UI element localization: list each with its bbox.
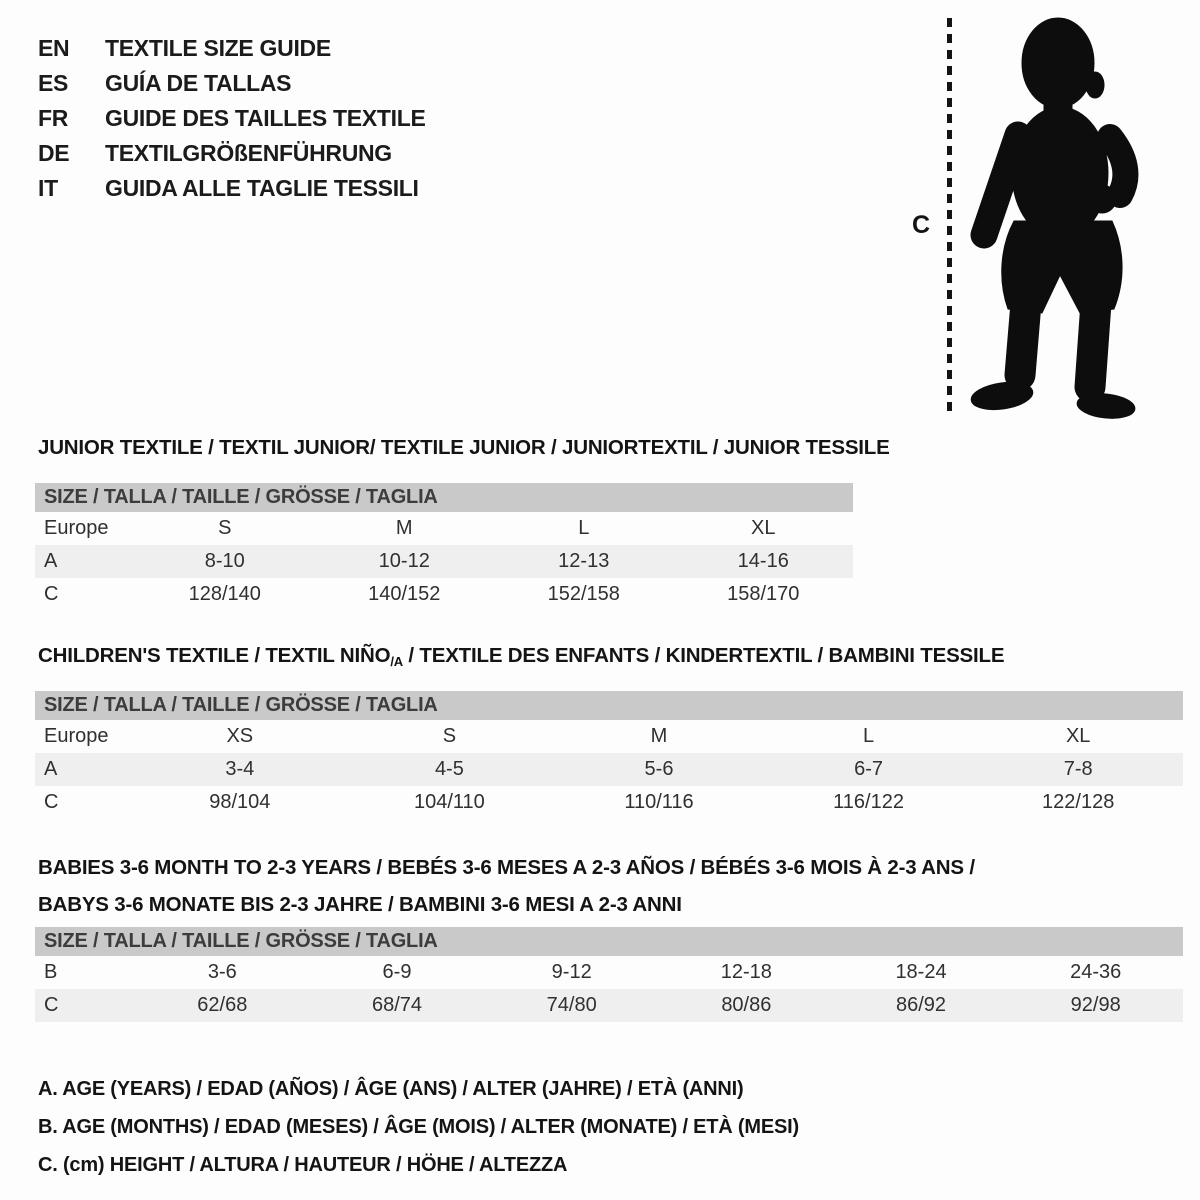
table-body [35,956,1183,1022]
lang-row-de [38,136,426,171]
table-header-band: SIZE / TALLA / TAILLE / GRÖSSE / TAGLIA [35,483,853,512]
toddler-silhouette-icon [962,15,1144,420]
guide-title-de: TEXTILGRÖßENFÜHRUNG [105,140,392,166]
height-value-cell: 158/170 [727,583,800,605]
section-title-children-before: CHILDREN'S TEXTILE / TEXTIL NIÑO [38,644,391,667]
size-table-children [35,691,1183,819]
lang-row-es [38,66,426,101]
height-value-cell: 122/128 [1042,791,1115,813]
row-label-cell: A [44,758,58,780]
lang-code: FR [38,105,69,131]
row-label-cell: C [44,583,59,605]
height-value-cell: 86/92 [895,994,947,1016]
age-value-cell: 6-7 [854,758,884,780]
height-value-cell: 98/104 [209,791,271,813]
table-header-band: SIZE / TALLA / TAILLE / GRÖSSE / TAGLIA [35,927,1183,956]
height-measure-line [947,18,952,417]
size-value-cell: M [395,517,413,539]
table-row-europe [35,720,1183,753]
age-value-cell: 3-4 [225,758,255,780]
size-value-cell: XL [1065,725,1091,747]
table-body [35,720,1183,819]
size-value-cell: S [442,725,457,747]
age-value-cell: 10-12 [378,550,430,572]
height-value-cell: 68/74 [371,994,423,1016]
age-value-cell: 12-18 [720,961,772,983]
size-table-junior [35,483,853,611]
height-value-cell: 110/116 [624,791,694,813]
row-label-cell: A [44,550,58,572]
lang-row-en [38,31,426,66]
height-value-cell: 80/86 [721,994,772,1016]
table-row-height-cm [35,989,1183,1022]
section-title-babies [38,849,975,923]
section-title-children-sub: /A [390,654,403,669]
lang-code: IT [38,175,58,201]
height-value-cell: 152/158 [547,583,620,605]
age-value-cell: 18-24 [895,961,947,983]
row-label-cell: B [44,961,58,983]
size-value-cell: L [578,517,590,539]
height-value-cell: 116/122 [833,791,904,813]
lang-code: ES [38,70,69,96]
guide-title-es: GUÍA DE TALLAS [105,70,292,96]
table-row-age-years [35,545,853,578]
size-table-babies [35,927,1183,1022]
section-title-babies-line1: BABIES 3-6 MONTH TO 2-3 YEARS / BEBÉS 3-6 MESES A 2-3 AÑOS / BÉBÉS 3-6 MOIS À 2-3 ANS / [38,856,975,879]
table-header-band: SIZE / TALLA / TAILLE / GRÖSSE / TAGLIA [35,691,1183,720]
measure-label-c: C [912,211,931,239]
row-label-cell: Europe [44,517,109,539]
height-value-cell: 92/98 [1070,994,1121,1016]
table-body [35,512,853,611]
row-label-cell: C [44,994,59,1016]
legend-line-a: A. AGE (YEARS) / EDAD (AÑOS) / ÂGE (ANS) / ALTER (JAHRE) / ETÀ (ANNI) [38,1078,744,1100]
lang-code: EN [38,35,70,61]
age-value-cell: 8-10 [204,550,245,572]
lang-code: DE [38,140,70,166]
table-row-height-cm [35,578,853,611]
guide-title-fr: GUIDE DES TAILLES TEXTILE [105,105,426,131]
lang-row-it [38,171,426,206]
height-value-cell: 140/152 [368,583,441,605]
size-value-cell: L [863,725,875,747]
table-row-europe [35,512,853,545]
section-title-children-after: / TEXTILE DES ENFANTS / KINDERTEXTIL / BAMBINI TESSILE [402,644,1005,667]
height-value-cell: 128/140 [188,583,261,605]
measurement-legend [38,1070,799,1184]
age-value-cell: 7-8 [1063,758,1093,780]
row-label-cell: C [44,791,59,813]
legend-line-c: C. (cm) HEIGHT / ALTURA / HAUTEUR / HÖHE / ALTEZZA [38,1154,568,1176]
table-row-age-years [35,753,1183,786]
section-title-junior: JUNIOR TEXTILE / TEXTIL JUNIOR/ TEXTILE JUNIOR / JUNIORTEXTIL / JUNIOR TESSILE [38,436,890,459]
height-value-cell: 74/80 [546,994,597,1016]
size-value-cell: M [650,725,668,747]
age-value-cell: 5-6 [644,758,674,780]
size-value-cell: S [218,517,232,539]
size-value-cell: XS [226,725,254,747]
size-value-cell: XL [751,517,776,539]
age-value-cell: 9-12 [551,961,592,983]
height-value-cell: 104/110 [413,791,485,813]
age-value-cell: 4-5 [434,758,464,780]
age-value-cell: 3-6 [207,961,237,983]
section-title-babies-line2: BABYS 3-6 MONATE BIS 2-3 JAHRE / BAMBINI 3-6 MESI A 2-3 ANNI [38,893,682,916]
age-value-cell: 12-13 [558,550,610,572]
height-value-cell: 62/68 [197,994,248,1016]
age-value-cell: 14-16 [737,550,789,572]
age-value-cell: 6-9 [382,961,412,983]
section-title-children [38,644,1004,669]
guide-title-en: TEXTILE SIZE GUIDE [105,35,331,61]
table-row-age-months [35,956,1183,989]
lang-row-fr [38,101,426,136]
language-title-block [38,31,426,206]
guide-title-it: GUIDA ALLE TAGLIE TESSILI [105,175,419,201]
age-value-cell: 24-36 [1070,961,1122,983]
legend-line-b: B. AGE (MONTHS) / EDAD (MESES) / ÂGE (MOIS) / ALTER (MONATE) / ETÀ (MESI) [38,1116,799,1138]
row-label-cell: Europe [44,725,109,747]
table-row-height-cm [35,786,1183,819]
